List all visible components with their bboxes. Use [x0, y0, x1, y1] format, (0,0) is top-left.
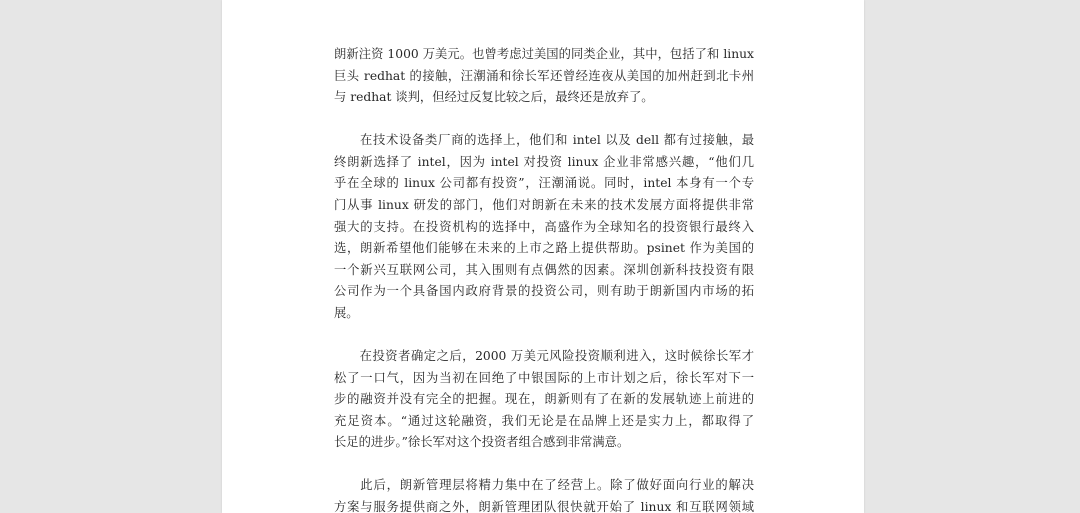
paragraph-3: [334, 346, 754, 454]
text-line: 强大的支持。在投资机构的选择中，高盛作为全球知名的投资银行最终入: [334, 219, 754, 234]
text-line: 公司作为一个具备国内政府背景的投资公司，则有助于朗新国内市场的拓: [334, 284, 754, 299]
paragraph-1: [334, 44, 754, 109]
paragraph-4: [334, 475, 754, 513]
text-line: 展。: [334, 305, 359, 320]
text-line: 方案与服务提供商之外，朗新管理团队很快就开始了 linux 和互联网领域: [334, 499, 754, 513]
paragraph-spacer: [334, 454, 754, 475]
text-line: 终朗新选择了 intel，因为 intel 对投资 linux 企业非常感兴趣，“他们几: [334, 154, 754, 169]
text-line: 与 redhat 谈判，但经过反复比较之后，最终还是放弃了。: [334, 90, 654, 105]
paragraph-2: [334, 130, 754, 324]
paragraph-spacer: [334, 325, 754, 346]
text-line: 巨头 redhat 的接触，汪潮涌和徐长军还曾经连夜从美国的加州赶到北卡州: [334, 68, 754, 83]
text-line: 选，朗新希望他们能够在未来的上市之路上提供帮助。psinet 作为美国的: [334, 241, 754, 256]
text-line: 在技术设备类厂商的选择上，他们和 intel 以及 dell 都有过接触，最: [334, 133, 754, 148]
text-line: 充足资本。“通过这轮融资，我们无论是在品牌上还是实力上，都取得了: [334, 413, 754, 428]
text-line: 步的融资并没有完全的把握。现在，朗新则有了在新的发展轨迹上前进的: [334, 392, 754, 407]
document-body: [334, 44, 754, 513]
text-line: 此后，朗新管理层将精力集中在了经营上。除了做好面向行业的解决: [334, 478, 754, 493]
text-line: 乎在全球的 linux 公司都有投资”，汪潮涌说。同时，intel 本身有一个专: [334, 176, 754, 191]
text-line: 门从事 linux 研发的部门，他们对朗新在未来的技术发展方面将提供非常: [334, 197, 754, 212]
document-page: [222, 0, 864, 513]
text-line: 松了一口气，因为当初在回绝了中银国际的上市计划之后，徐长军对下一: [334, 370, 754, 385]
text-line: 朗新注资 1000 万美元。也曾考虑过美国的同类企业，其中，包括了和 linux: [334, 47, 754, 61]
paragraph-spacer: [334, 109, 754, 130]
text-line: 一个新兴互联网公司，其入围则有点偶然的因素。深圳创新科技投资有限: [334, 262, 754, 277]
text-line: 长足的进步。”徐长军对这个投资者组合感到非常满意。: [334, 435, 630, 450]
text-line: 在投资者确定之后，2000 万美元风险投资顺利进入，这时候徐长军才: [334, 348, 754, 363]
